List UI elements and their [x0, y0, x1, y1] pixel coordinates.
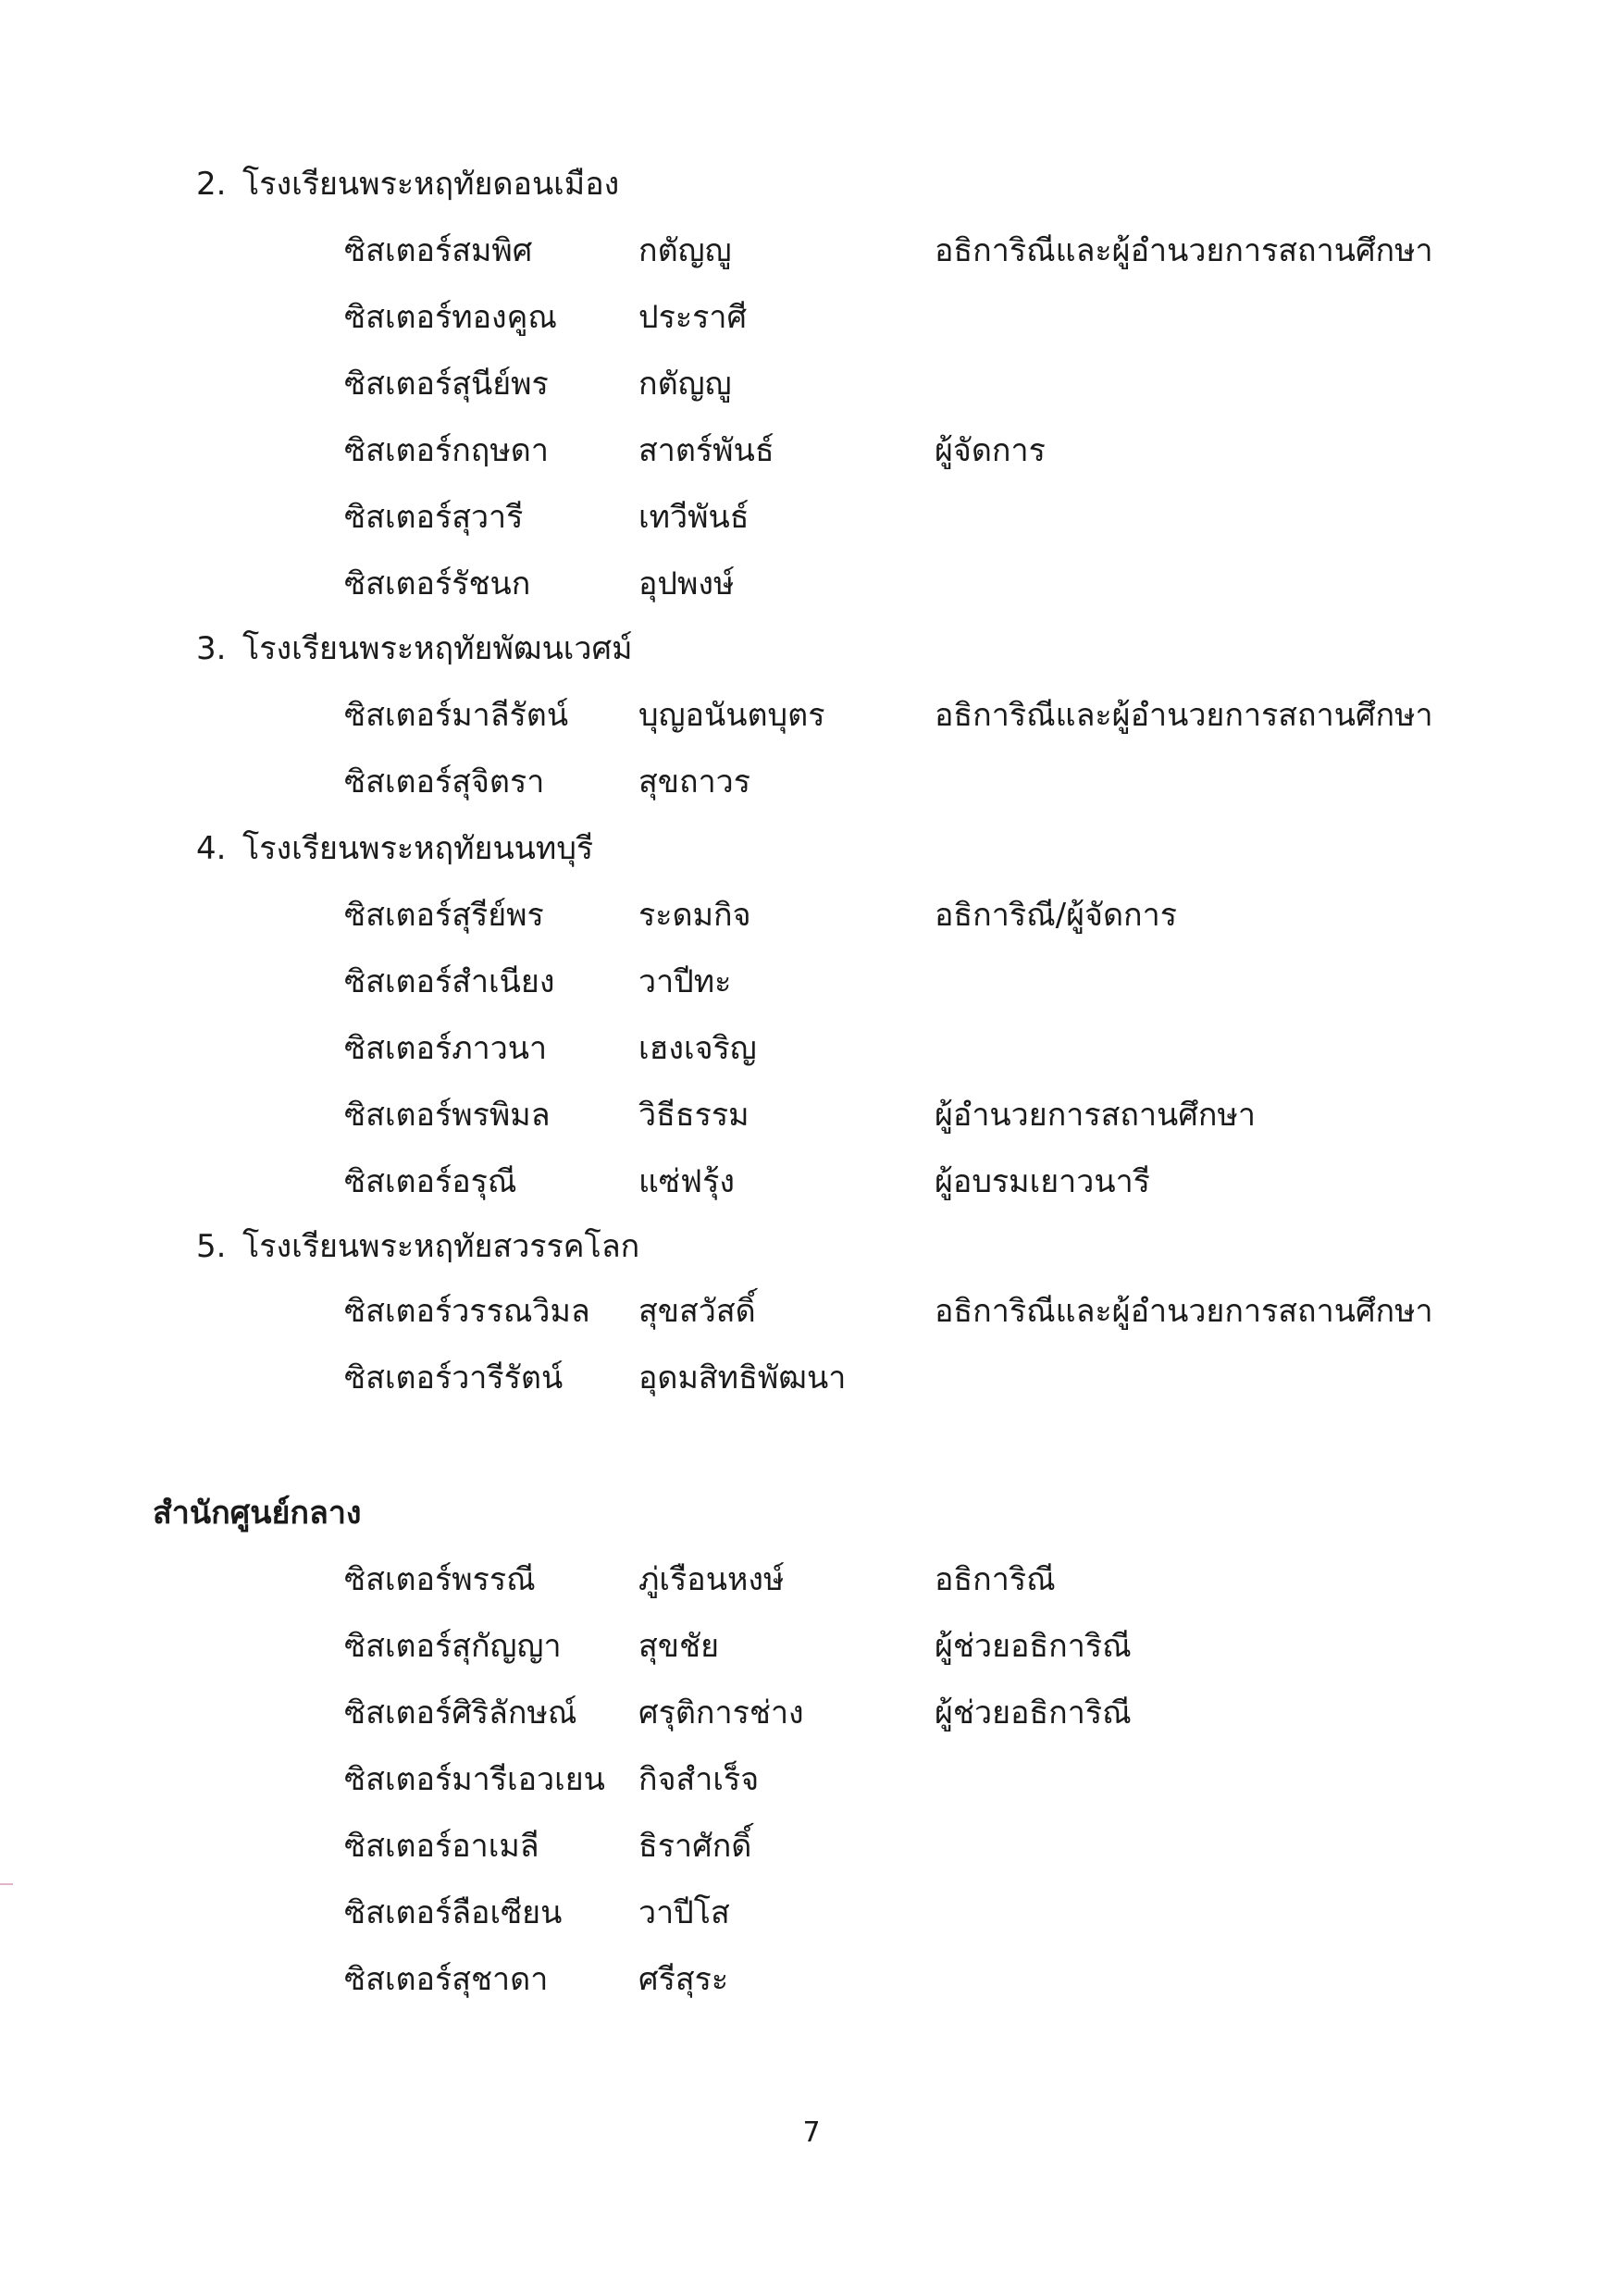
member-name: ซิสเตอร์กฤษดา — [344, 432, 549, 469]
member-name: ซิสเตอร์วารีรัตน์ — [344, 1359, 564, 1396]
member-surname: ศรีสุระ — [638, 1961, 729, 1998]
member-name: ซิสเตอร์มารีเอวเยน — [344, 1761, 605, 1798]
member-role: ผู้อำนวยการสถานศึกษา — [935, 1097, 1256, 1134]
member-surname: สุขชัย — [638, 1628, 719, 1665]
member-name: ซิสเตอร์รัชนก — [344, 565, 531, 602]
member-surname: สุขสวัสดิ์ — [638, 1293, 756, 1330]
member-name: ซิสเตอร์สุรีย์พร — [344, 897, 544, 934]
member-row — [0, 1828, 1623, 1871]
member-row — [0, 432, 1623, 476]
school-number: 4. — [196, 830, 227, 867]
member-row — [0, 1030, 1623, 1074]
member-row — [0, 963, 1623, 1007]
member-name: ซิสเตอร์สุจิตรา — [344, 763, 545, 800]
member-surname: ระดมกิจ — [638, 897, 751, 934]
school-name: โรงเรียนพระหฤทัยพัฒนเวศม์ — [242, 630, 633, 667]
member-surname: แซ่ฟรุ้ง — [638, 1163, 735, 1200]
member-name: ซิสเตอร์สุวารี — [344, 499, 524, 536]
page-number: 7 — [802, 2116, 821, 2149]
member-surname: สุขถาวร — [638, 763, 751, 800]
member-row — [0, 1961, 1623, 2004]
member-row — [0, 1761, 1623, 1805]
member-surname: บุญอนันตบุตร — [638, 697, 825, 734]
member-row — [0, 1628, 1623, 1671]
member-name: ซิสเตอร์มาลีรัตน์ — [344, 697, 569, 734]
member-name: ซิสเตอร์สุกัญญา — [344, 1628, 562, 1665]
school-heading — [196, 166, 620, 203]
member-row — [0, 697, 1623, 740]
member-surname: อุปพงษ์ — [638, 565, 735, 602]
school-heading — [196, 1228, 640, 1265]
school-number: 5. — [196, 1228, 227, 1265]
member-row — [0, 1359, 1623, 1403]
member-surname: วาปีทะ — [638, 963, 732, 1000]
member-name: ซิสเตอร์สุนีย์พร — [344, 366, 549, 403]
member-name: ซิสเตอร์ทองคูณ — [344, 299, 557, 336]
member-row — [0, 1894, 1623, 1938]
member-row — [0, 232, 1623, 276]
member-row — [0, 763, 1623, 807]
scan-edge-mark — [0, 1883, 13, 1885]
member-role: อธิการิณี/ผู้จัดการ — [935, 897, 1177, 934]
member-name: ซิสเตอร์พรพิมล — [344, 1097, 551, 1134]
member-surname: ธิราศักดิ์ — [638, 1828, 752, 1865]
member-surname: ประราศี — [638, 299, 748, 336]
member-surname: กตัญญู — [638, 366, 732, 403]
member-row — [0, 1099, 1623, 1140]
member-role: ผู้ช่วยอธิการิณี — [935, 1628, 1132, 1665]
member-surname: กตัญญู — [638, 232, 732, 269]
member-surname: สาตร์พันธ์ — [638, 432, 774, 469]
member-surname: กิจสำเร็จ — [638, 1761, 760, 1798]
school-name: โรงเรียนพระหฤทัยสวรรคโลก — [242, 1228, 640, 1265]
member-surname: ศรุติการช่าง — [638, 1694, 804, 1731]
member-name: ซิสเตอร์ลือเซียน — [344, 1894, 563, 1931]
school-heading — [196, 830, 594, 867]
school-name: โรงเรียนพระหฤทัยนนทบุรี — [242, 830, 594, 867]
member-name: ซิสเตอร์วรรณวิมล — [344, 1293, 590, 1330]
member-role: อธิการิณีและผู้อำนวยการสถานศึกษา — [935, 697, 1433, 734]
member-row — [0, 1293, 1623, 1336]
member-role: อธิการิณีและผู้อำนวยการสถานศึกษา — [935, 1293, 1433, 1330]
member-row — [0, 1163, 1623, 1207]
school-heading — [196, 630, 633, 667]
member-row — [0, 897, 1623, 940]
school-number: 2. — [196, 166, 227, 203]
member-row — [0, 565, 1623, 609]
member-name: ซิสเตอร์สุชาดา — [344, 1961, 549, 1998]
section-title: สำนักศูนย์กลาง — [153, 1495, 362, 1532]
member-role: ผู้จัดการ — [935, 432, 1046, 469]
member-row — [0, 499, 1623, 542]
member-role: ผู้ช่วยอธิการิณี — [935, 1694, 1132, 1731]
member-surname: เฮงเจริญ — [638, 1030, 757, 1067]
member-name: ซิสเตอร์อาเมลี — [344, 1828, 539, 1865]
member-name: ซิสเตอร์อรุณี — [344, 1163, 517, 1200]
member-row — [0, 368, 1623, 409]
member-name: ซิสเตอร์สำเนียง — [344, 963, 555, 1000]
member-row — [0, 1561, 1623, 1605]
school-number: 3. — [196, 630, 227, 667]
member-role: ผู้อบรมเยาวนารี — [935, 1163, 1150, 1200]
member-name: ซิสเตอร์สมพิศ — [344, 232, 533, 269]
school-name: โรงเรียนพระหฤทัยดอนเมือง — [242, 166, 620, 203]
member-row — [0, 1694, 1623, 1738]
member-surname: เทวีพันธ์ — [638, 499, 750, 536]
member-surname: วาปีโส — [638, 1894, 730, 1931]
member-role: อธิการิณี — [935, 1561, 1056, 1598]
member-surname: อุดมสิทธิพัฒนา — [638, 1359, 847, 1396]
member-name: ซิสเตอร์พรรณี — [344, 1561, 536, 1598]
member-name: ซิสเตอร์ภาวนา — [344, 1030, 548, 1067]
member-surname: วิธีธรรม — [638, 1097, 750, 1134]
member-name: ซิสเตอร์ศิริลักษณ์ — [344, 1694, 577, 1731]
member-role: อธิการิณีและผู้อำนวยการสถานศึกษา — [935, 232, 1433, 269]
member-surname: ภู่เรือนหงษ์ — [638, 1561, 785, 1598]
member-row — [0, 299, 1623, 342]
